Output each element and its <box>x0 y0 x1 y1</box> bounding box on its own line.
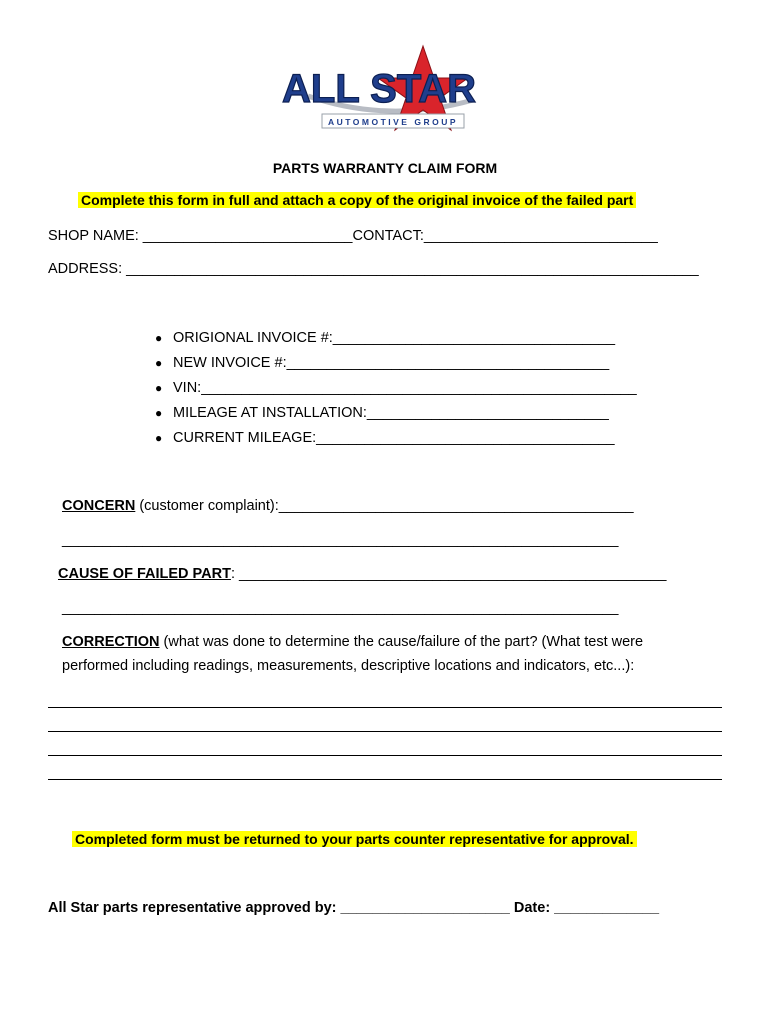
new-invoice-field: NEW INVOICE #:________________________________________ <box>173 355 610 371</box>
correction-blank-line[interactable] <box>48 779 722 780</box>
approval-line[interactable]: All Star parts representative approved by: _____________________ Date: _____________ <box>48 900 660 916</box>
bullet-icon: ● <box>155 406 163 420</box>
concern-description: (customer complaint):____________________________________________ <box>135 498 634 514</box>
cause-label: CAUSE OF FAILED PART <box>58 566 231 582</box>
mileage-installation-field: MILEAGE AT INSTALLATION:______________________________ <box>173 405 609 421</box>
list-item[interactable] <box>155 326 637 351</box>
vin-field: VIN:______________________________________________________ <box>173 380 637 396</box>
correction-blank-line[interactable] <box>48 707 722 708</box>
bullet-icon: ● <box>155 331 163 345</box>
bullet-icon: ● <box>155 431 163 445</box>
bullet-icon: ● <box>155 381 163 395</box>
instruction-text <box>78 192 636 210</box>
address-line[interactable]: ADDRESS: _______________________________________________________________________ <box>48 261 699 277</box>
cause-line[interactable] <box>58 566 666 582</box>
correction-line <box>62 634 643 650</box>
concern-line-2[interactable]: _____________________________________________________________________ <box>62 532 619 548</box>
instruction-highlight: Complete this form in full and attach a copy of the original invoice of the failed part <box>78 192 636 208</box>
all-star-logo-graphic <box>268 44 488 134</box>
shop-contact-line[interactable]: SHOP NAME: __________________________CONTACT:_____________________________ <box>48 228 658 244</box>
return-note-highlight: Completed form must be returned to your parts counter representative for approval. <box>72 831 637 847</box>
logo-brand-text: ALL STAR <box>282 67 477 111</box>
list-item[interactable] <box>155 351 637 376</box>
correction-description-2: performed including readings, measurements, descriptive locations and indicators, etc...): <box>62 658 635 674</box>
invoice-fields-list <box>155 326 637 451</box>
logo-subtitle: AUTOMOTIVE GROUP <box>327 117 459 127</box>
cause-description: : _____________________________________________________ <box>230 566 667 582</box>
cause-line-2[interactable]: _____________________________________________________________________ <box>62 600 619 616</box>
form-title: PARTS WARRANTY CLAIM FORM <box>272 160 498 176</box>
correction-blank-line[interactable] <box>48 755 722 756</box>
bullet-icon: ● <box>155 356 163 370</box>
original-invoice-field: ORIGIONAL INVOICE #:___________________________________ <box>173 330 616 346</box>
list-item[interactable] <box>155 426 637 451</box>
all-star-logo <box>268 44 488 134</box>
return-note <box>72 831 637 849</box>
concern-label: CONCERN <box>62 498 136 514</box>
correction-description: (what was done to determine the cause/failure of the part? (What test were <box>159 634 644 650</box>
list-item[interactable] <box>155 376 637 401</box>
current-mileage-field: CURRENT MILEAGE:_____________________________________ <box>173 430 615 446</box>
correction-blank-line[interactable] <box>48 731 722 732</box>
correction-label: CORRECTION <box>62 634 160 650</box>
concern-line[interactable] <box>62 498 634 514</box>
list-item[interactable] <box>155 401 637 426</box>
